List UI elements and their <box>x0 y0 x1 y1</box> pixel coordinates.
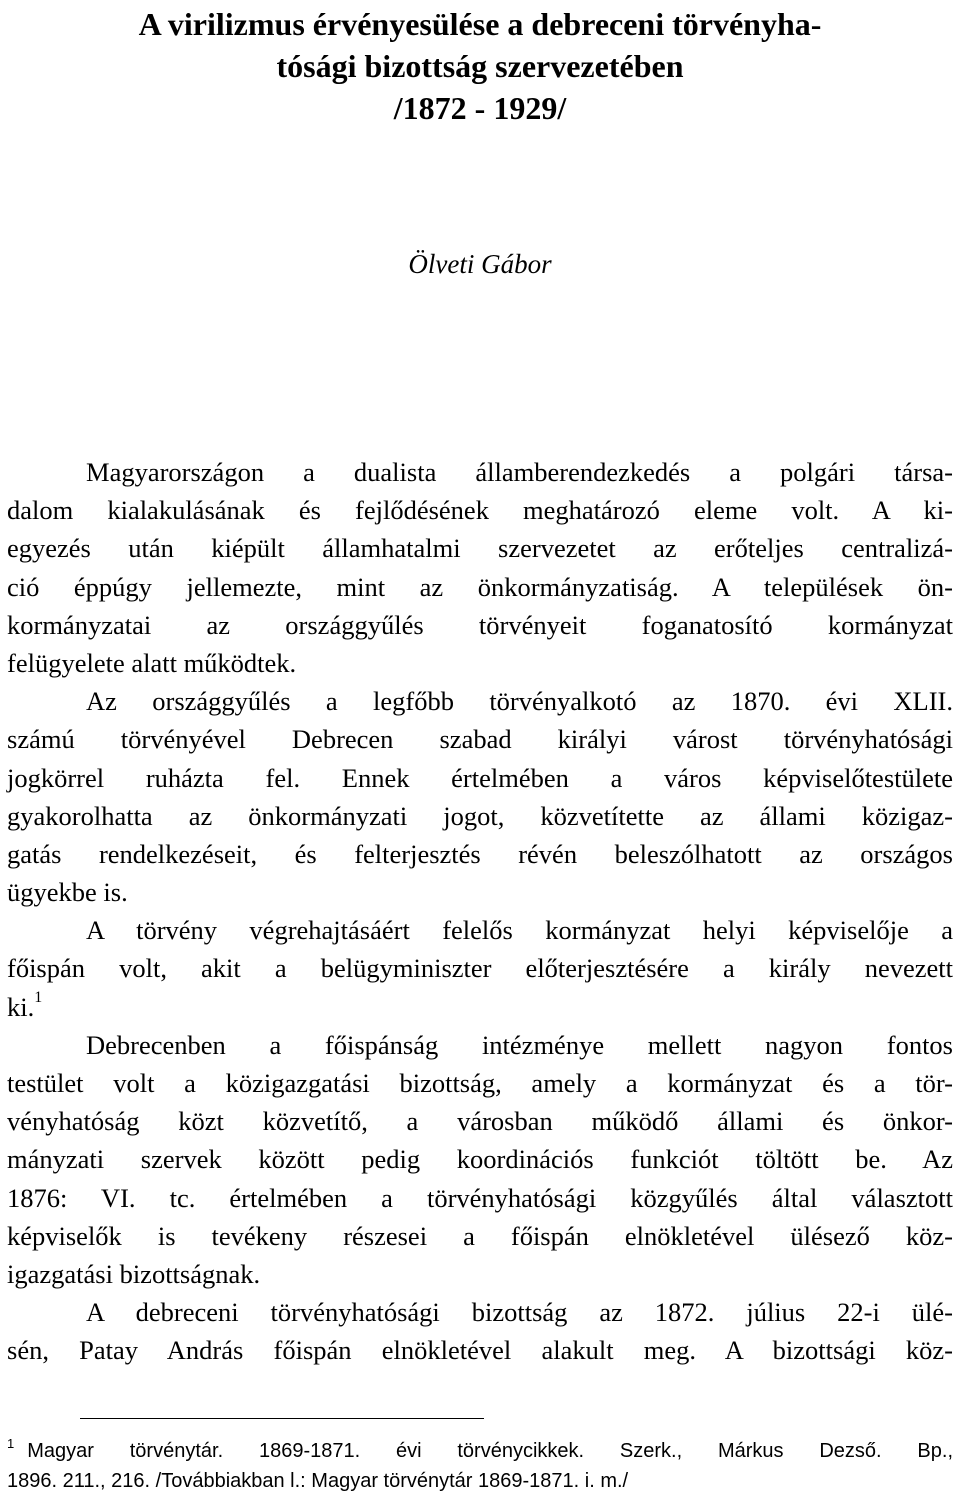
paragraph-line: igazgatási bizottságnak. <box>7 1258 261 1289</box>
paragraph-line: főispán volt, akit a belügyminiszter előterjesztésére a király nevezett <box>7 953 953 984</box>
paragraph-line: számú törvényével Debrecen szabad királyi várost törvényhatósági <box>7 724 953 755</box>
paragraph-line: gatás rendelkezéseit, és felterjesztés révén beleszólhatott az országos <box>7 838 953 869</box>
footnote-separator <box>80 1418 484 1419</box>
body-text <box>7 453 953 1370</box>
title-line: /1872 - 1929/ <box>393 90 567 126</box>
paragraph-line: testület volt a közigazgatási bizottság, amely a kormányzat és a tör- <box>7 1068 953 1098</box>
paragraph-line: Az országgyűlés a legfőbb törvényalkotó az 1870. évi XLII. <box>86 686 953 717</box>
footnote <box>7 1436 953 1496</box>
paragraph-line-text: ki. <box>7 991 35 1022</box>
paragraph-line: vényhatóság közt közvetítő, a városban működő állami és önkor- <box>7 1106 953 1137</box>
paragraph-line: A törvény végrehajtásáért felelős kormányzat helyi képviselője a <box>86 915 953 946</box>
paragraph-line: mányzati szervek között pedig koordinációs funkciót töltött be. Az <box>7 1144 953 1175</box>
title-line: tósági bizottság szervezetében <box>276 48 684 84</box>
footnote-line-text: Magyar törvénytár. 1869-1871. évi törvénycikkek. Szerk., Márkus Dezső. Bp., <box>27 1440 953 1462</box>
paragraph-line: gyakorolhatta az önkormányzati jogot, közvetítette az állami közigaz- <box>7 800 953 831</box>
paragraph-line: képviselők is tevékeny részesei a főispán elnökletével ülésező köz- <box>7 1220 953 1251</box>
footnote-line <box>7 1436 953 1466</box>
paragraph-line: A debreceni törvényhatósági bizottság az 1872. július 22-i ülé- <box>86 1297 953 1328</box>
footnote-mark: 1 <box>7 1436 15 1451</box>
footnote-line: 1896. 211., 216. /Továbbiakban l.: Magyar törvénytár 1869-1871. i. m./ <box>7 1470 629 1492</box>
footnote-reference[interactable]: 1 <box>34 988 43 1006</box>
paragraph-line: dalom kialakulásának és fejlődésének meghatározó eleme volt. A ki- <box>7 495 953 526</box>
paragraph-line: kormányzatai az országgyűlés törvényeit foganatosító kormányzat <box>7 609 953 640</box>
paragraph-line <box>7 988 953 1026</box>
paragraph-line: felügyelete alatt működtek. <box>7 647 297 678</box>
paragraph-line: sén, Patay András főispán elnökletével alakult meg. A bizottsági köz- <box>7 1335 953 1366</box>
paragraph-line: jogkörrel ruházta fel. Ennek értelmében a város képviselőtestülete <box>7 762 953 793</box>
paragraph-line: Debrecenben a főispánság intézménye mellett nagyon fontos <box>86 1029 953 1060</box>
paragraph-line: ügyekbe is. <box>7 877 128 908</box>
author-name: Ölveti Gábor <box>408 249 552 279</box>
paragraph-line: egyezés után kiépült államhatalmi szervezetet az erőteljes centralizá- <box>7 533 953 564</box>
paragraph-line: ció éppúgy jellemezte, mint az önkormányzatiság. A települések ön- <box>7 571 953 602</box>
paragraph-line: 1876: VI. tc. értelmében a törvényhatósági közgyűlés által választott <box>7 1182 953 1213</box>
title-line: A virilizmus érvényesülése a debreceni törvényha- <box>138 6 822 42</box>
paragraph-line: Magyarországon a dualista államberendezkedés a polgári társa- <box>86 457 953 487</box>
